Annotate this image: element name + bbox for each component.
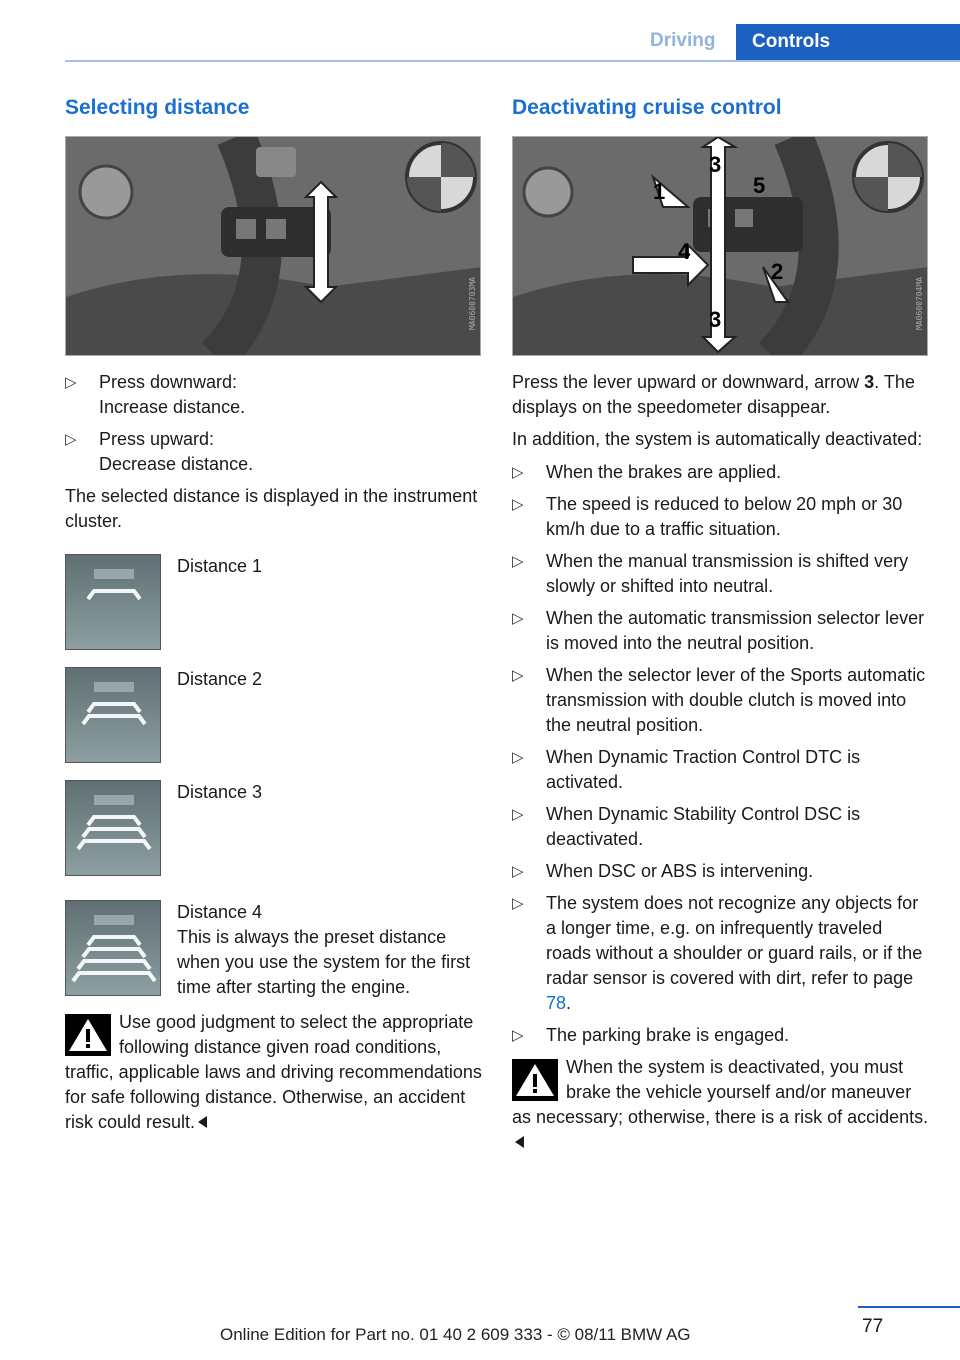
- distance-4-note: This is always the preset distance when you use the system for the first time after starting the engine.: [177, 927, 471, 997]
- section-title-selecting-distance: Selecting distance: [65, 96, 250, 119]
- distance-bar: [73, 973, 155, 981]
- bullet-arrow-icon: ▷: [512, 553, 524, 570]
- distance-display-paragraph: The selected distance is displayed in the instrument cluster.: [65, 486, 478, 531]
- deactivate-lever-photo: [512, 136, 928, 356]
- list-item: ▷ The speed is reduced to below 20 mph or 30 km/h due to a traffic situation.: [512, 494, 903, 539]
- warning-note-distance: Use good judgment to select the appropriate following distance given road conditions, traffic, applicable laws and driving recommendations for safe following distance. Otherwise, an accident risk could result.: [65, 1012, 482, 1132]
- arrow-label-1: 1: [653, 179, 666, 204]
- distance-bar: [78, 961, 150, 969]
- list-item: ▷ When the selector lever of the Sports automatic transmission with double clutch is moved into the neutral position.: [512, 665, 926, 735]
- arrow-label-4: 4: [678, 239, 691, 264]
- distance-bar: [83, 829, 145, 837]
- warning-triangle-icon: [65, 1014, 111, 1056]
- list-item: ▷ When the brakes are applied.: [512, 460, 932, 485]
- bullet-arrow-icon: ▷: [512, 863, 524, 880]
- distance-1-icon: [65, 554, 161, 650]
- bullet-arrow-icon: ▷: [512, 610, 524, 627]
- distance-row-2: [65, 667, 483, 763]
- list-item: ▷ The parking brake is engaged.: [512, 1023, 932, 1048]
- distance-row-1: [65, 554, 483, 650]
- arrow-label-3-top: 3: [709, 152, 722, 177]
- auto-deactivation-intro: In addition, the system is automatically deactivated:: [512, 429, 923, 449]
- lever-arrows-illustration: [513, 137, 928, 356]
- distance-label: Distance 3: [177, 782, 263, 802]
- footer-rule: [858, 1306, 960, 1308]
- bullet-arrow-icon: ▷: [512, 806, 524, 823]
- distance-row-4: [65, 900, 483, 1000]
- bullet-arrow-icon: ▷: [512, 464, 524, 481]
- distance-4-icon: [65, 900, 161, 996]
- list-item: ▷ When the manual transmission is shifted very slowly or shifted into neutral.: [512, 551, 909, 596]
- steering-lever-photo: [65, 136, 481, 356]
- distance-bar: [88, 704, 140, 712]
- page-number: 77: [862, 1316, 884, 1337]
- deactivate-intro: Press the lever upward or downward, arrow 3. The displays on the speedometer disappear.: [512, 372, 915, 417]
- distance-2-icon: [65, 667, 161, 763]
- bullet-arrow-icon: ▷: [512, 895, 524, 912]
- header-rule: [65, 60, 960, 62]
- lever-illustration: [66, 137, 481, 356]
- list-item: ▷ Press upward: Decrease distance.: [65, 429, 254, 474]
- right-column: [512, 96, 932, 1155]
- bullet-arrow-icon: ▷: [512, 749, 524, 766]
- bullet-arrow-icon: ▷: [512, 667, 524, 684]
- bullet-arrow-icon: ▷: [65, 374, 77, 391]
- distance-bar: [78, 841, 150, 849]
- list-item: ▷ Press downward: Increase distance.: [65, 372, 246, 417]
- auto-deactivation-list: [512, 460, 932, 1048]
- list-item: ▷ When DSC or ABS is intervening.: [512, 859, 932, 884]
- end-marker-icon: [198, 1116, 207, 1128]
- lever-instructions: [65, 370, 483, 477]
- distance-label: Distance 4: [177, 902, 263, 922]
- distance-bar: [83, 716, 145, 724]
- arrow-label-5: 5: [753, 173, 766, 198]
- distance-bar: [83, 949, 145, 957]
- warning-triangle-icon: [512, 1059, 558, 1101]
- warning-note-deactivation: When the system is deactivated, you must brake the vehicle yourself and/or maneuver as necessary; otherwise, there is a risk of accidents.: [512, 1055, 932, 1155]
- distance-bar: [88, 937, 140, 945]
- distance-bar: [88, 591, 140, 599]
- footer-edition: Online Edition for Part no. 01 40 2 609 333 - © 08/11 BMW AG: [220, 1325, 691, 1344]
- list-item: ▷ When Dynamic Stability Control DSC is deactivated.: [512, 804, 861, 849]
- distance-3-icon: [65, 780, 161, 876]
- header-chapter-tab: Controls: [736, 24, 960, 62]
- arrow-label-3-bottom: 3: [709, 307, 722, 332]
- bullet-arrow-icon: ▷: [65, 431, 77, 448]
- distance-label: Distance 1: [177, 556, 263, 576]
- left-column: [65, 96, 483, 1135]
- list-item: ▷ The system does not recognize any objects for a longer time, e.g. on infrequently traveled roads without a shoulder or guard rails, or if the radar sensor is covered with dirt, refer to page 78.: [512, 893, 923, 1013]
- distance-bar: [88, 817, 140, 825]
- end-marker-icon: [515, 1136, 524, 1148]
- section-title-deactivating: Deactivating cruise control: [512, 96, 782, 119]
- distance-row-3: [65, 780, 483, 876]
- page-reference-link[interactable]: 78: [546, 993, 567, 1013]
- photo-code: MA0600703MA: [468, 277, 477, 330]
- bullet-arrow-icon: ▷: [512, 1027, 524, 1044]
- list-item: ▷ When Dynamic Traction Control DTC is activated.: [512, 747, 861, 792]
- bullet-arrow-icon: ▷: [512, 496, 524, 513]
- list-item: ▷ When the automatic transmission selector lever is moved into the neutral position.: [512, 608, 925, 653]
- arrow-label-2: 2: [771, 259, 784, 284]
- header-section: Driving: [650, 30, 716, 51]
- photo-code: MA0600704MA: [915, 277, 924, 330]
- distance-label: Distance 2: [177, 669, 263, 689]
